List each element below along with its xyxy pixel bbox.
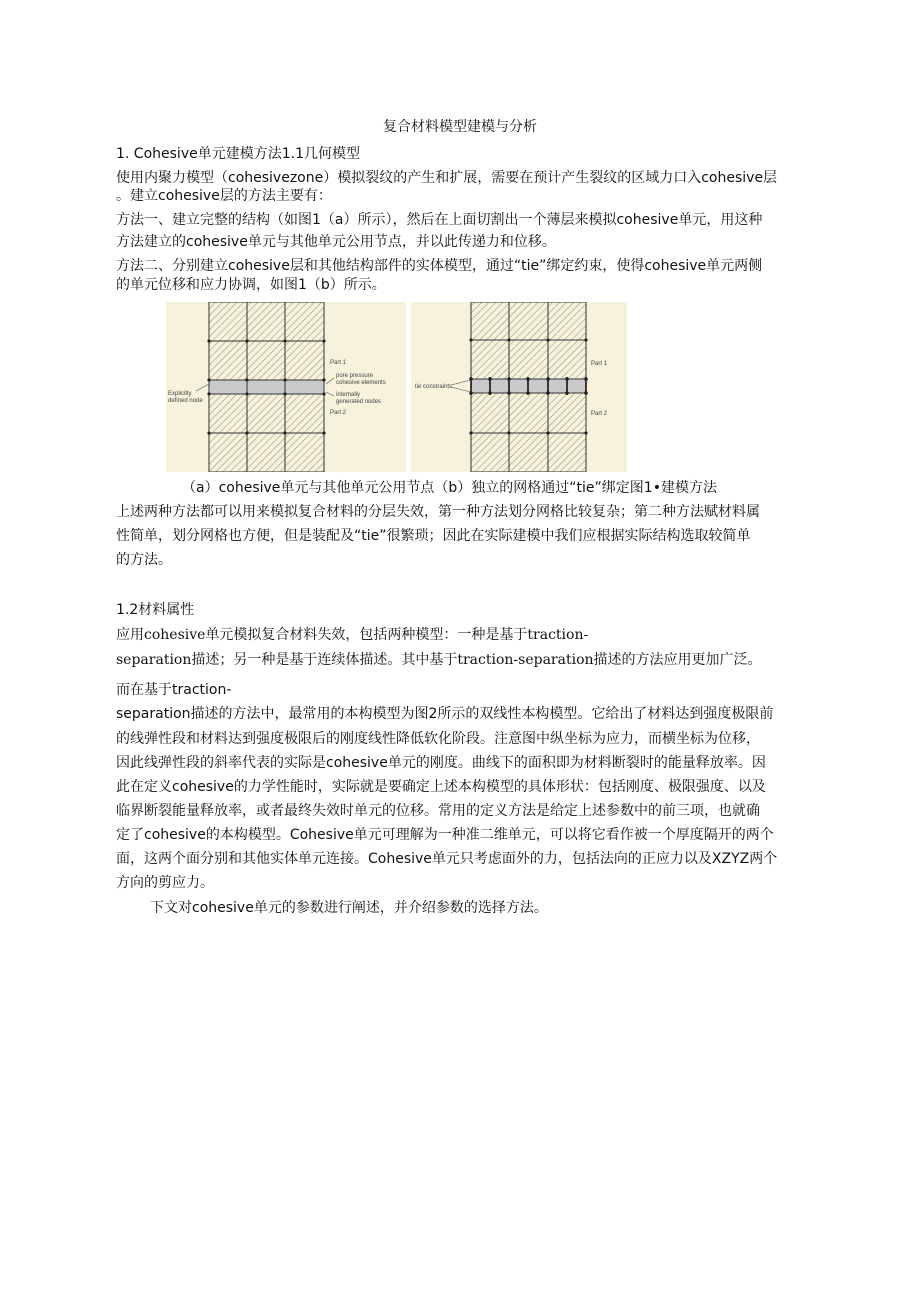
method1-line-1: 方法一、建立完整的结构（如图1（a）所示），然后在上面切割出一个薄层来模拟cohesive单元，用这种 [116, 212, 763, 228]
intro-line-1: 使用内聚力模型（cohesivezone）模拟裂纹的产生和扩展，需要在预计产生裂纹的区域力口入cohesive层 [116, 170, 778, 186]
traction-line-4: 因此线弹性段的斜率代表的实际是cohesive单元的刚度。曲线下的面积即为材料断裂时的能量释放率。因 [116, 755, 766, 771]
figure-a [166, 302, 406, 472]
material-intro-line-1: 应用cohesive单元模拟复合材料失效，包括两种模型：一种是基于traction- [116, 627, 589, 643]
figure-caption: （a）cohesive单元与其他单元公用节点（b）独立的网格通过“tie”绑定图1•建模方法 [182, 480, 717, 496]
a-explicit-label-1: Explicitly [168, 391, 192, 397]
a-pore-label-2: cohesive elements [336, 380, 386, 386]
method1-line-2: 方法建立的cohesive单元与其他单元公用节点，并以此传递力和位移。 [116, 234, 556, 250]
material-intro-line-2: separation描述；另一种是基于连续体描述。其中基于traction-separation描述的方法应用更加广泛。 [116, 652, 762, 668]
a-part2-label: Part 2 [330, 410, 347, 416]
traction-line-8: 面，这两个面分别和其他实体单元连接。Cohesive单元只考虑面外的力，包括法向的正应力以及XZYZ两个 [116, 851, 778, 867]
a-internal-label-2: generated nodes [336, 399, 382, 405]
traction-line-6: 临界断裂能量释放率，或者最终失效时单元的位移。常用的定义方法是给定上述参数中的前三项，也就确 [116, 803, 760, 819]
a-explicit-label-2: defined node [168, 398, 203, 404]
figure-b [411, 302, 627, 472]
page-title: 复合材料模型建模与分析 [383, 119, 537, 135]
summary-line-3: 的方法。 [116, 552, 172, 568]
a-pore-label-1: pore pressure [336, 373, 374, 379]
traction-line-2: separation描述的方法中，最常用的本构模型为图2所示的双线性本构模型。它给出了材料达到强度极限前 [116, 706, 774, 722]
method2-line-2: 的单元位移和应力协调，如图1（b）所示。 [116, 277, 386, 293]
traction-line-1: 而在基于traction- [116, 682, 232, 698]
b-part1-label: Part 1 [591, 361, 608, 367]
section-heading-1: 1. Cohesive单元建模方法1.1几何模型 [116, 146, 360, 162]
closing-line: 下文对cohesive单元的参数进行阐述，并介绍参数的选择方法。 [150, 900, 548, 916]
b-part2-label: Part 2 [591, 411, 608, 417]
b-tie-label: tie constraints [415, 384, 453, 390]
traction-line-3: 的线弹性段和材料达到强度极限后的刚度线性降低软化阶段。注意图中纵坐标为应力，而横坐标为位移， [116, 731, 760, 747]
a-internal-label-1: internally [336, 392, 361, 398]
traction-line-9: 方向的剪应力。 [116, 875, 214, 891]
summary-line-2: 性简单，划分网格也方便，但是装配及“tie”很繁琐；因此在实际建模中我们应根据实际结构选取较简单 [116, 528, 751, 544]
intro-line-2: 。建立cohesive层的方法主要有： [116, 188, 332, 204]
method2-line-1: 方法二、分别建立cohesive层和其他结构部件的实体模型，通过“tie”绑定约束，使得cohesive单元两侧 [116, 258, 763, 274]
summary-line-1: 上述两种方法都可以用来模拟复合材料的分层失效，第一种方法划分网格比较复杂；第二种方法赋材料属 [116, 504, 760, 520]
traction-line-7: 定了cohesive的本构模型。Cohesive单元可理解为一种准二维单元，可以将它看作被一个厚度隔开的两个 [116, 827, 774, 843]
traction-line-5: 此在定义cohesive的力学性能时，实际就是要确定上述本构模型的具体形状：包括刚度、极限强度、以及 [116, 779, 766, 795]
section-heading-2: 1.2材料属性 [116, 602, 195, 618]
a-part1-label: Part 1 [330, 360, 347, 366]
